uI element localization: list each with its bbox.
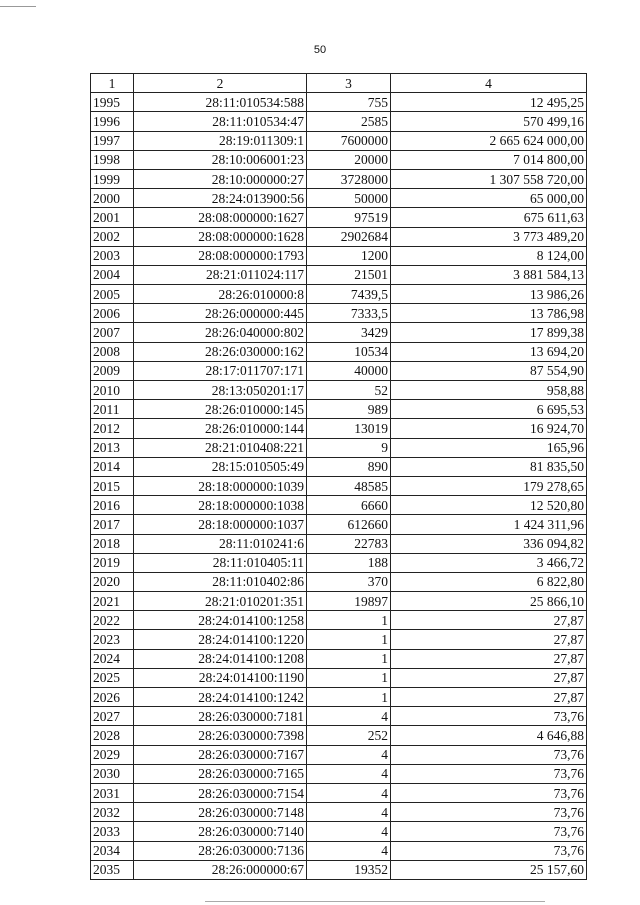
cadastral-value: 8 124,00 [391,246,587,265]
cadastral-number: 28:08:000000:1793 [134,246,307,265]
cadastral-value: 958,88 [391,381,587,400]
cadastral-number: 28:13:050201:17 [134,381,307,400]
area-value: 755 [307,93,391,112]
cadastral-number: 28:18:000000:1038 [134,496,307,515]
area-value: 9 [307,438,391,457]
area-value: 4 [307,783,391,802]
cadastral-value: 73,76 [391,707,587,726]
table-row [91,534,587,553]
area-value: 1 [307,611,391,630]
cadastral-value: 3 466,72 [391,553,587,572]
column-header-2: 2 [134,74,307,93]
row-number: 2024 [91,649,134,668]
cadastral-number: 28:11:010534:588 [134,93,307,112]
cadastral-number: 28:24:013900:56 [134,189,307,208]
cadastral-value: 12 520,80 [391,496,587,515]
cadastral-number: 28:18:000000:1039 [134,476,307,495]
row-number: 2006 [91,304,134,323]
cadastral-number: 28:26:010000:145 [134,400,307,419]
table-row [91,361,587,380]
cadastral-value: 570 499,16 [391,112,587,131]
table-row [91,323,587,342]
cadastral-number: 28:26:030000:7167 [134,745,307,764]
row-number: 2026 [91,688,134,707]
cadastral-value: 73,76 [391,745,587,764]
cadastral-value: 25 866,10 [391,592,587,611]
area-value: 2585 [307,112,391,131]
cadastral-number: 28:18:000000:1037 [134,515,307,534]
table-row [91,668,587,687]
table-row [91,783,587,802]
area-value: 1 [307,649,391,668]
row-number: 2009 [91,361,134,380]
area-value: 48585 [307,476,391,495]
row-number: 2028 [91,726,134,745]
row-number: 1998 [91,150,134,169]
cadastral-value: 27,87 [391,688,587,707]
table-row [91,476,587,495]
cadastral-value: 3 773 489,20 [391,227,587,246]
row-number: 2017 [91,515,134,534]
cadastral-number: 28:21:010408:221 [134,438,307,457]
cadastral-number: 28:17:011707:171 [134,361,307,380]
table-row [91,860,587,879]
row-number: 2005 [91,285,134,304]
cadastral-number: 28:26:000000:445 [134,304,307,323]
table-row [91,246,587,265]
table-row [91,150,587,169]
table-row [91,822,587,841]
cadastral-number: 28:26:030000:7181 [134,707,307,726]
area-value: 19352 [307,860,391,879]
table-row [91,592,587,611]
area-value: 4 [307,745,391,764]
area-value: 3429 [307,323,391,342]
area-value: 21501 [307,265,391,284]
row-number: 1995 [91,93,134,112]
cadastral-number: 28:10:000000:27 [134,169,307,188]
row-number: 1997 [91,131,134,150]
cadastral-value: 17 899,38 [391,323,587,342]
cadastral-number: 28:24:014100:1258 [134,611,307,630]
table-row [91,208,587,227]
cadastral-number: 28:21:010201:351 [134,592,307,611]
area-value: 40000 [307,361,391,380]
table-row [91,304,587,323]
table-row [91,285,587,304]
area-value: 1200 [307,246,391,265]
table-row [91,841,587,860]
scan-edge-mark [205,901,545,902]
row-number: 2010 [91,381,134,400]
cadastral-value: 65 000,00 [391,189,587,208]
area-value: 1 [307,688,391,707]
area-value: 4 [307,764,391,783]
row-number: 1996 [91,112,134,131]
area-value: 20000 [307,150,391,169]
cadastral-number: 28:24:014100:1242 [134,688,307,707]
cadastral-number: 28:24:014100:1208 [134,649,307,668]
cadastral-value: 73,76 [391,803,587,822]
cadastral-value: 675 611,63 [391,208,587,227]
table-row [91,227,587,246]
table-row [91,265,587,284]
row-number: 2031 [91,783,134,802]
row-number: 2003 [91,246,134,265]
cadastral-value: 6 695,53 [391,400,587,419]
table-row [91,457,587,476]
column-header-4: 4 [391,74,587,93]
cadastral-number: 28:26:030000:7165 [134,764,307,783]
row-number: 2013 [91,438,134,457]
cadastral-value: 73,76 [391,822,587,841]
row-number: 2021 [91,592,134,611]
row-number: 2004 [91,265,134,284]
area-value: 10534 [307,342,391,361]
table-row [91,169,587,188]
row-number: 2008 [91,342,134,361]
table-row [91,112,587,131]
cadastral-number: 28:11:010405:11 [134,553,307,572]
cadastral-number: 28:26:030000:162 [134,342,307,361]
cadastral-number: 28:08:000000:1627 [134,208,307,227]
area-value: 7439,5 [307,285,391,304]
cadastral-value: 25 157,60 [391,860,587,879]
cadastral-value: 27,87 [391,668,587,687]
page-number: 50 [313,44,327,56]
cadastral-number: 28:26:000000:67 [134,860,307,879]
cadastral-number: 28:26:030000:7148 [134,803,307,822]
cadastral-number: 28:26:040000:802 [134,323,307,342]
area-value: 13019 [307,419,391,438]
area-value: 2902684 [307,227,391,246]
row-number: 2019 [91,553,134,572]
area-value: 4 [307,707,391,726]
cadastral-value: 27,87 [391,630,587,649]
cadastral-table [90,73,587,880]
table-row [91,93,587,112]
area-value: 6660 [307,496,391,515]
cadastral-number: 28:26:030000:7140 [134,822,307,841]
cadastral-value: 1 307 558 720,00 [391,169,587,188]
table-row [91,496,587,515]
table-row [91,400,587,419]
area-value: 52 [307,381,391,400]
table-row [91,688,587,707]
row-number: 2016 [91,496,134,515]
cadastral-number: 28:24:014100:1190 [134,668,307,687]
table-row [91,726,587,745]
table-row [91,764,587,783]
area-value: 7333,5 [307,304,391,323]
cadastral-value: 13 786,98 [391,304,587,323]
area-value: 4 [307,803,391,822]
area-value: 252 [307,726,391,745]
row-number: 2033 [91,822,134,841]
cadastral-value: 73,76 [391,783,587,802]
cadastral-value: 1 424 311,96 [391,515,587,534]
cadastral-value: 3 881 584,13 [391,265,587,284]
cadastral-value: 87 554,90 [391,361,587,380]
cadastral-value: 165,96 [391,438,587,457]
cadastral-number: 28:26:030000:7136 [134,841,307,860]
table-row [91,515,587,534]
area-value: 188 [307,553,391,572]
table-row [91,381,587,400]
row-number: 2001 [91,208,134,227]
row-number: 2022 [91,611,134,630]
table-row [91,342,587,361]
row-number: 2035 [91,860,134,879]
row-number: 2007 [91,323,134,342]
area-value: 97519 [307,208,391,227]
table-header-row [91,74,587,93]
row-number: 2027 [91,707,134,726]
table-row [91,630,587,649]
row-number: 2000 [91,189,134,208]
row-number: 2012 [91,419,134,438]
column-header-1: 1 [91,74,134,93]
cadastral-number: 28:21:011024:117 [134,265,307,284]
row-number: 2023 [91,630,134,649]
area-value: 22783 [307,534,391,553]
table-row [91,419,587,438]
table-row [91,553,587,572]
cadastral-value: 13 986,26 [391,285,587,304]
area-value: 890 [307,457,391,476]
cadastral-value: 27,87 [391,649,587,668]
cadastral-value: 73,76 [391,764,587,783]
cadastral-number: 28:24:014100:1220 [134,630,307,649]
cadastral-value: 2 665 624 000,00 [391,131,587,150]
row-number: 2018 [91,534,134,553]
row-number: 2020 [91,572,134,591]
row-number: 2034 [91,841,134,860]
cadastral-value: 4 646,88 [391,726,587,745]
table-row [91,611,587,630]
row-number: 2002 [91,227,134,246]
row-number: 2030 [91,764,134,783]
cadastral-number: 28:19:011309:1 [134,131,307,150]
area-value: 3728000 [307,169,391,188]
table-row [91,131,587,150]
area-value: 7600000 [307,131,391,150]
cadastral-value: 16 924,70 [391,419,587,438]
cadastral-value: 179 278,65 [391,476,587,495]
table-row [91,649,587,668]
area-value: 50000 [307,189,391,208]
cadastral-number: 28:11:010241:6 [134,534,307,553]
cadastral-value: 12 495,25 [391,93,587,112]
cadastral-value: 27,87 [391,611,587,630]
table-row [91,745,587,764]
cadastral-number: 28:26:030000:7398 [134,726,307,745]
area-value: 4 [307,822,391,841]
cadastral-number: 28:08:000000:1628 [134,227,307,246]
cadastral-value: 336 094,82 [391,534,587,553]
cadastral-value: 73,76 [391,841,587,860]
area-value: 370 [307,572,391,591]
row-number: 2029 [91,745,134,764]
table-row [91,803,587,822]
area-value: 1 [307,668,391,687]
table-row [91,189,587,208]
cadastral-number: 28:15:010505:49 [134,457,307,476]
area-value: 612660 [307,515,391,534]
cadastral-number: 28:26:030000:7154 [134,783,307,802]
area-value: 989 [307,400,391,419]
scan-edge-mark [0,6,36,7]
column-header-3: 3 [307,74,391,93]
row-number: 2025 [91,668,134,687]
area-value: 19897 [307,592,391,611]
row-number: 2014 [91,457,134,476]
row-number: 1999 [91,169,134,188]
row-number: 2015 [91,476,134,495]
table-row [91,438,587,457]
cadastral-value: 6 822,80 [391,572,587,591]
cadastral-number: 28:10:006001:23 [134,150,307,169]
row-number: 2032 [91,803,134,822]
cadastral-number: 28:26:010000:8 [134,285,307,304]
cadastral-number: 28:11:010534:47 [134,112,307,131]
cadastral-value: 7 014 800,00 [391,150,587,169]
area-value: 4 [307,841,391,860]
cadastral-value: 81 835,50 [391,457,587,476]
row-number: 2011 [91,400,134,419]
cadastral-number: 28:26:010000:144 [134,419,307,438]
cadastral-value: 13 694,20 [391,342,587,361]
table-row [91,572,587,591]
cadastral-number: 28:11:010402:86 [134,572,307,591]
area-value: 1 [307,630,391,649]
table-row [91,707,587,726]
table-body [91,93,587,880]
